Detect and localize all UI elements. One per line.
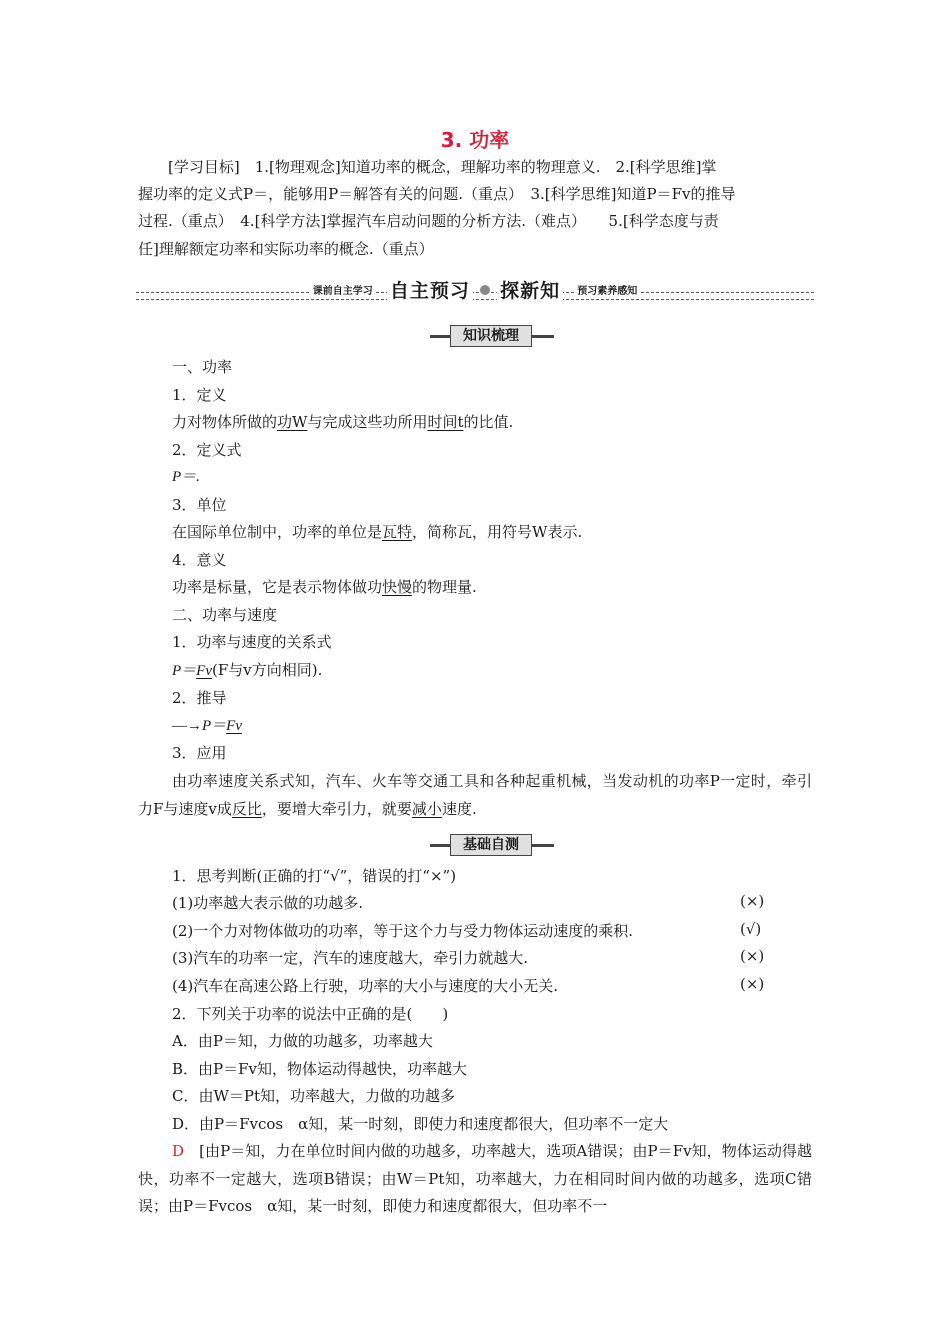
question-1: 1．思考判断(正确的打“√”，错误的打“×”) [172, 867, 457, 885]
judgment-item: (3)汽车的功率一定，汽车的速度越大，牵引力就越大. [172, 949, 529, 967]
quiz-heading [430, 836, 554, 854]
section-2-title: 二、功率与速度 [172, 606, 278, 624]
page-title: 3. 功率 [440, 128, 510, 152]
banner-right-text: 预习素养感知 [574, 286, 640, 297]
option-b: B．由P＝Fv知，物体运动得越快，功率越大 [172, 1060, 467, 1078]
judgment-mark: (×) [740, 892, 765, 910]
def-3-text: 在国际单位制中，功率的单位是瓦特，简称瓦，用符号W表示. [172, 523, 583, 541]
judgment-item: (2)一个力对物体做功的功率，等于这个力与受力物体运动速度的乘积. [172, 922, 634, 940]
def-4-title: 4．意义 [172, 551, 227, 569]
answer-letter: D [172, 1142, 185, 1160]
def-1-text: 力对物体所做的功W与完成这些功所用时间t的比值. [172, 413, 514, 431]
goals-line-2: 握功率的定义式P＝，能够用P＝解答有关的问题.（重点） 3.[科学思维]知道P＝Fv的推导 [138, 185, 736, 203]
judgment-item: (1)功率越大表示做的功越多. [172, 894, 364, 912]
option-c: C．由W＝Pt知，功率越大，力做的功越多 [172, 1087, 456, 1105]
banner-left-text: 课前自主学习 [310, 286, 376, 297]
application-paragraph: 由功率速度关系式知，汽车、火车等交通工具和各种起重机械，当发动机的功率P一定时，牵引力F与速度v成反比，要增大牵引力，就要减小速度. [138, 772, 812, 818]
banner-main-text-2: 探新知 [497, 280, 563, 302]
rel-1-formula: P＝Fv(F与v方向相同). [172, 661, 323, 679]
rel-2-title: 2．推导 [172, 689, 227, 707]
def-4-text: 功率是标量，它是表示物体做功快慢的物理量. [172, 578, 477, 596]
def-2-title: 2．定义式 [172, 441, 242, 459]
banner-main-text-1: 自主预习 [387, 280, 473, 302]
def-1-title: 1．定义 [172, 386, 227, 404]
goals-line-4: 任]理解额定功率和实际功率的概念.（重点） [138, 240, 434, 258]
def-2-formula: P＝. [172, 469, 200, 485]
def-3-title: 3．单位 [172, 496, 227, 514]
rel-2-formula: ―→P＝Fv [172, 718, 242, 734]
banner-arrow-icon [480, 285, 490, 295]
answer-text: [由P＝知，力在单位时间内做的功越多，功率越大，选项A错误；由P＝Fv知，物体运动得越快，功率不一定越大，选项B错误；由W＝Pt知，功率越大，力在相同时间内做的功越多，选项C错误；由P＝Fvcos α知，某一时刻，即使力和速度都很大，但功率不一 [138, 1142, 812, 1215]
goals-line-1: [学习目标] 1.[物理观念]知道功率的概念，理解功率的物理意义. 2.[科学思维]掌 [168, 158, 717, 176]
option-a: A．由P＝知，力做的功越多，功率越大 [172, 1032, 433, 1050]
option-d: D．由P＝Fvcos α知，某一时刻，即使力和速度都很大，但功率不一定大 [172, 1115, 669, 1133]
judgment-item: (4)汽车在高速公路上行驶，功率的大小与速度的大小无关. [172, 977, 559, 995]
quiz-heading-label: 基础自测 [450, 834, 532, 856]
goals-line-3: 过程.（重点） 4.[科学方法]掌握汽车启动问题的分析方法.（难点） 5.[科学态度与责 [138, 212, 719, 230]
judgment-mark: (√) [740, 920, 762, 938]
section-1-title: 一、功率 [172, 358, 233, 376]
judgment-mark: (×) [740, 947, 765, 965]
section-banner [0, 276, 950, 303]
rel-3-title: 3．应用 [172, 744, 227, 762]
rel-1-title: 1．功率与速度的关系式 [172, 633, 332, 651]
knowledge-heading [430, 327, 554, 345]
question-2: 2．下列关于功率的说法中正确的是( ) [172, 1005, 449, 1023]
answer-explanation [138, 1138, 812, 1221]
knowledge-heading-label: 知识梳理 [450, 325, 532, 347]
judgment-mark: (×) [740, 975, 765, 993]
